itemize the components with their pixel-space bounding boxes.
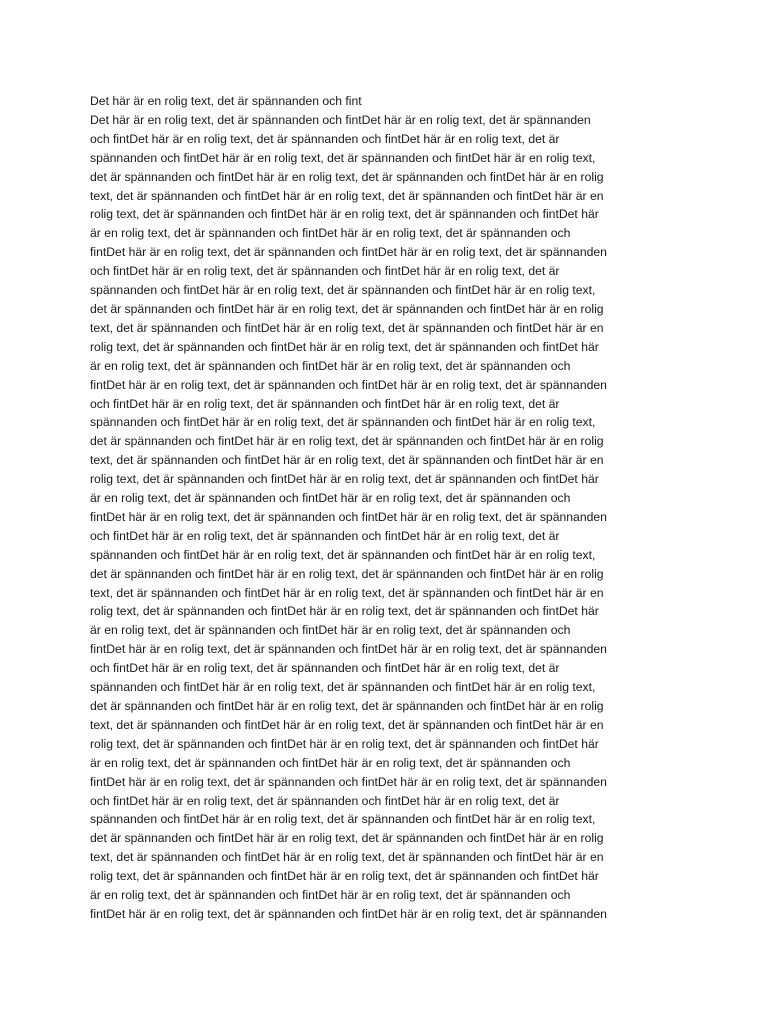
body-text-line: rolig text, det är spännanden och fintDet här är en rolig text, det är spännanden och fintDet här xyxy=(90,339,599,354)
document-content xyxy=(90,92,682,924)
body-text-line: det är spännanden och fintDet här är en rolig text, det är spännanden och fintDet här är en rolig xyxy=(90,831,604,846)
body-text-line: är en rolig text, det är spännanden och fintDet här är en rolig text, det är spännanden och xyxy=(90,358,571,373)
body-text-line: text, det är spännanden och fintDet här är en rolig text, det är spännanden och fintDet här är en xyxy=(90,320,604,335)
body-text-line: och fintDet här är en rolig text, det är spännanden och fintDet här är en rolig text, det är xyxy=(90,793,560,808)
body-text-line: det är spännanden och fintDet här är en rolig text, det är spännanden och fintDet här är en rolig xyxy=(90,699,604,713)
body-text-line: fintDet här är en rolig text, det är spännanden och fintDet här är en rolig text, det är spännanden xyxy=(90,509,607,524)
body-text-line: det är spännanden och fintDet här är en rolig text, det är spännanden och fintDet här är en rolig xyxy=(90,566,604,581)
body-text-line: är en rolig text, det är spännanden och fintDet här är en rolig text, det är spännanden och xyxy=(90,888,571,903)
document-body xyxy=(90,111,682,924)
body-text-line: text, det är spännanden och fintDet här är en rolig text, det är spännanden och fintDet här är en xyxy=(90,717,604,732)
body-text-line: rolig text, det är spännanden och fintDet här är en rolig text, det är spännanden och fintDet här xyxy=(90,736,599,751)
body-text-line: rolig text, det är spännanden och fintDet här är en rolig text, det är spännanden och fintDet här xyxy=(90,604,599,619)
document-heading: Det här är en rolig text, det är spännanden och fint xyxy=(90,94,362,108)
body-text-line: är en rolig text, det är spännanden och fintDet här är en rolig text, det är spännanden och xyxy=(90,755,571,770)
body-text-line: det är spännanden och fintDet här är en rolig text, det är spännanden och fintDet här är en rolig xyxy=(90,434,604,449)
body-text-line: det är spännanden och fintDet här är en rolig text, det är spännanden och fintDet här är en rolig xyxy=(90,169,604,184)
body-text-line: Det här är en rolig text, det är spännanden och fintDet här är en rolig text, det är spännanden xyxy=(90,112,591,127)
body-text-line: är en rolig text, det är spännanden och fintDet här är en rolig text, det är spännanden och xyxy=(90,226,571,241)
body-text-line: det är spännanden och fintDet här är en rolig text, det är spännanden och fintDet här är en rolig xyxy=(90,301,604,316)
body-text-line: spännanden och fintDet här är en rolig text, det är spännanden och fintDet här är en rolig text, xyxy=(90,415,596,430)
body-text-line: och fintDet här är en rolig text, det är spännanden och fintDet här är en rolig text, det är xyxy=(90,264,560,279)
body-text-line: är en rolig text, det är spännanden och fintDet här är en rolig text, det är spännanden och xyxy=(90,623,571,638)
body-text-line: och fintDet här är en rolig text, det är spännanden och fintDet här är en rolig text, det är xyxy=(90,131,560,146)
body-text-line: text, det är spännanden och fintDet här är en rolig text, det är spännanden och fintDet här är en xyxy=(90,850,604,865)
body-text-line: och fintDet här är en rolig text, det är spännanden och fintDet här är en rolig text, det är xyxy=(90,528,560,543)
body-text-line: fintDet här är en rolig text, det är spännanden och fintDet här är en rolig text, det är spännanden xyxy=(90,906,607,921)
body-text-line: spännanden och fintDet här är en rolig text, det är spännanden och fintDet här är en rolig text, xyxy=(90,812,596,827)
body-text-line: text, det är spännanden och fintDet här är en rolig text, det är spännanden och fintDet här är en xyxy=(90,453,604,468)
body-text-line: text, det är spännanden och fintDet här är en rolig text, det är spännanden och fintDet här är en xyxy=(90,188,604,203)
body-text-line: fintDet här är en rolig text, det är spännanden och fintDet här är en rolig text, det är spännanden xyxy=(90,245,607,260)
body-text-line: fintDet här är en rolig text, det är spännanden och fintDet här är en rolig text, det är spännanden xyxy=(90,774,607,789)
body-text-line: är en rolig text, det är spännanden och fintDet här är en rolig text, det är spännanden och xyxy=(90,491,571,506)
body-text-line: fintDet här är en rolig text, det är spännanden och fintDet här är en rolig text, det är spännanden xyxy=(90,377,607,392)
body-text-line: spännanden och fintDet här är en rolig text, det är spännanden och fintDet här är en rolig text, xyxy=(90,547,596,562)
body-text-line: fintDet här är en rolig text, det är spännanden och fintDet här är en rolig text, det är spännanden xyxy=(90,642,607,657)
body-text-line: spännanden och fintDet här är en rolig text, det är spännanden och fintDet här är en rolig text, xyxy=(90,680,596,695)
body-text-line: text, det är spännanden och fintDet här är en rolig text, det är spännanden och fintDet här är en xyxy=(90,585,604,600)
body-text-line: rolig text, det är spännanden och fintDet här är en rolig text, det är spännanden och fintDet här xyxy=(90,207,599,222)
body-text-line: spännanden och fintDet här är en rolig text, det är spännanden och fintDet här är en rolig text, xyxy=(90,150,596,165)
body-text-line: rolig text, det är spännanden och fintDet här är en rolig text, det är spännanden och fintDet här xyxy=(90,472,599,487)
body-text-line: spännanden och fintDet här är en rolig text, det är spännanden och fintDet här är en rolig text, xyxy=(90,283,596,298)
body-text-line: rolig text, det är spännanden och fintDet här är en rolig text, det är spännanden och fintDet här xyxy=(90,869,599,884)
body-text-line: och fintDet här är en rolig text, det är spännanden och fintDet här är en rolig text, det är xyxy=(90,396,560,411)
body-text-line: och fintDet här är en rolig text, det är spännanden och fintDet här är en rolig text, det är xyxy=(90,661,560,676)
